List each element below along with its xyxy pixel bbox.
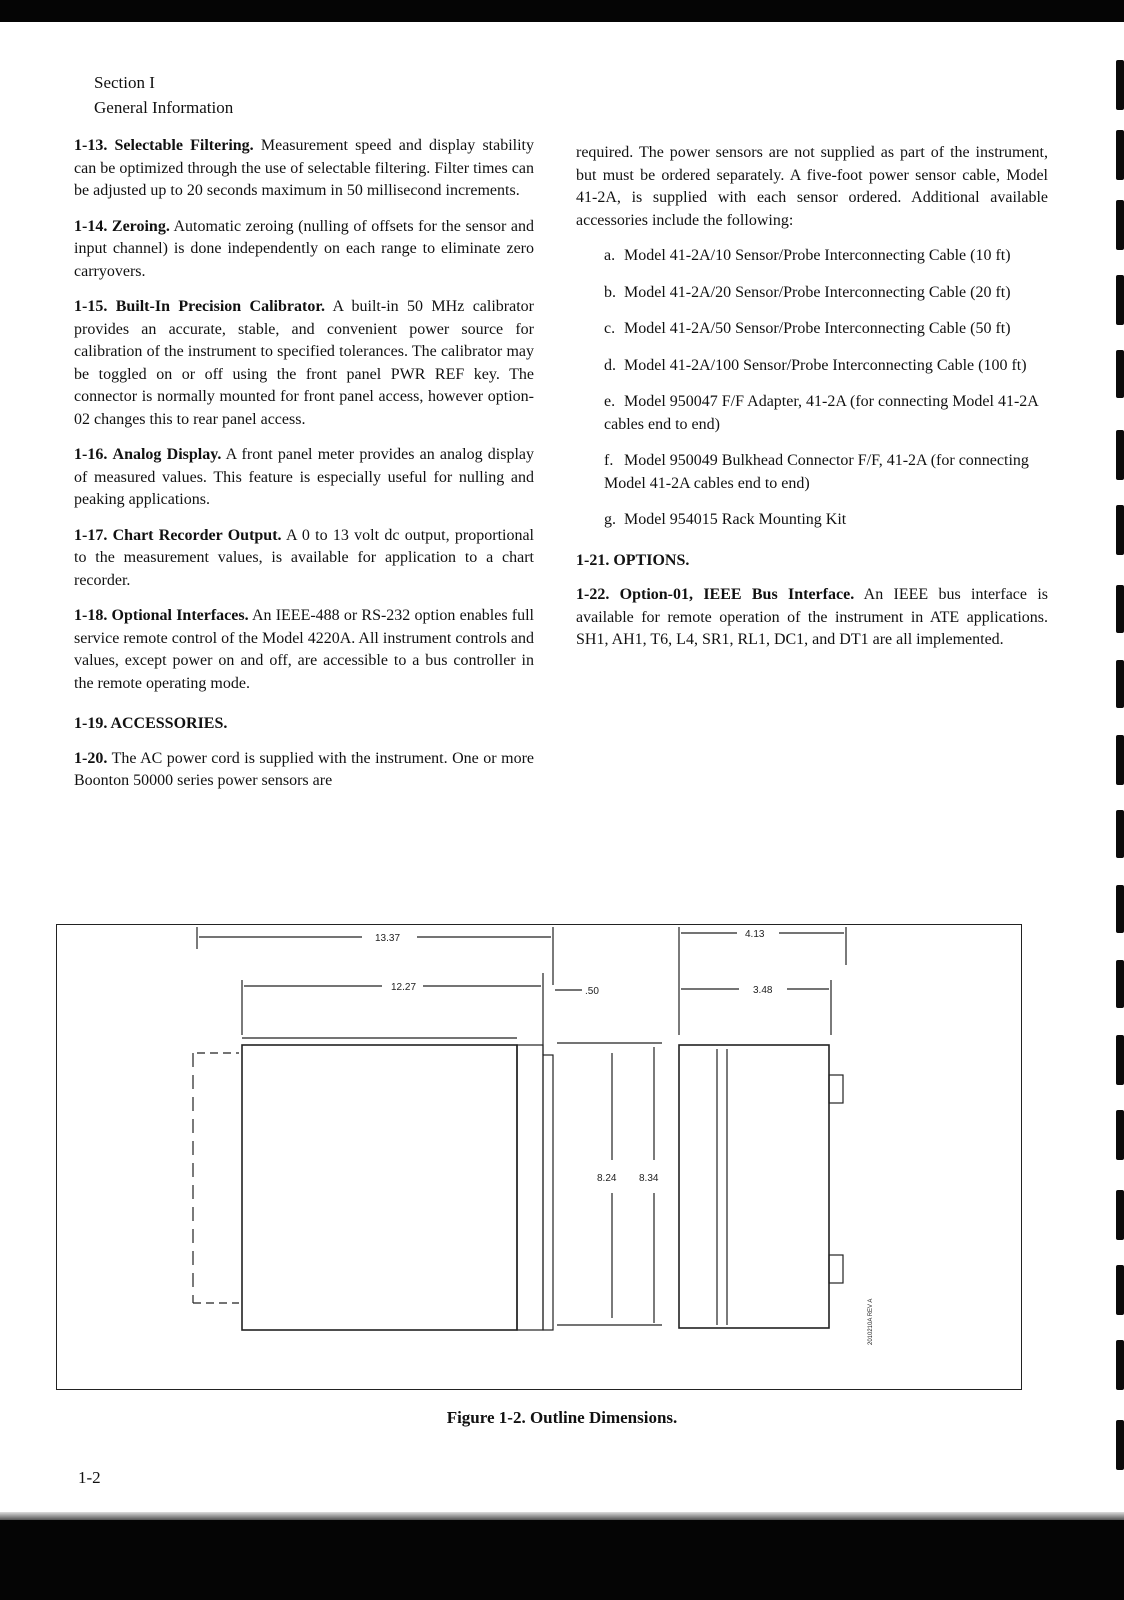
accessory-item <box>576 509 1048 532</box>
item-label: d. <box>604 356 616 374</box>
accessory-item <box>576 318 1048 341</box>
paragraph-title: Zeroing. <box>111 217 170 235</box>
item-text: Model 41-2A/20 Sensor/Probe Interconnecting Cable (20 ft) <box>624 283 1011 301</box>
paragraph-text: A 0 to 13 volt dc output, proportional to the measurement values, is available for application to a chart recorder. <box>74 526 534 589</box>
paragraph-text: An IEEE-488 or RS-232 option enables full service remote control of the Model 4220A. All instrument controls and values, except power on and off, are accessible to a bus controller in the remote operating mode. <box>74 607 534 692</box>
binding-mark <box>1116 60 1124 110</box>
paragraph-title: Built-In Precision Calibrator. <box>115 298 325 315</box>
paragraph-number: 1-14. <box>74 217 108 235</box>
item-text: Model 950047 F/F Adapter, 41-2A (for connecting Model 41-2A cables end to end) <box>604 393 1038 433</box>
binding-mark <box>1116 735 1124 785</box>
item-label: b. <box>604 283 616 301</box>
paragraph-title: Chart Recorder Output. <box>112 526 282 544</box>
section-subtitle: General Information <box>94 98 234 117</box>
scan-border-top <box>0 0 1124 22</box>
binding-mark <box>1116 130 1124 180</box>
binding-mark <box>1116 430 1124 480</box>
outline-drawing <box>57 925 1023 1391</box>
paragraph-number: 1-13. <box>74 137 108 154</box>
scan-shadow-bottom <box>0 1512 1124 1520</box>
paragraph-1-14 <box>74 216 534 284</box>
binding-mark <box>1116 1340 1124 1390</box>
item-text: Model 950049 Bulkhead Connector F/F, 41-2A (for connecting Model 41-2A cables end to end) <box>604 452 1029 492</box>
accessory-item <box>576 450 1048 495</box>
scan-border-bottom <box>0 1520 1124 1600</box>
item-text: Model 41-2A/50 Sensor/Probe Interconnecting Cable (50 ft) <box>624 320 1011 337</box>
drawing-code: 2010210A REV A <box>868 1298 874 1345</box>
binding-mark <box>1116 350 1124 398</box>
paragraph-1-18 <box>74 605 534 695</box>
front-bezel <box>517 1045 543 1330</box>
binding-mark <box>1116 1035 1124 1085</box>
dim-overall-width: 4.13 <box>745 929 765 940</box>
dim-body-width: 3.48 <box>753 985 773 996</box>
accessory-item <box>576 355 1048 378</box>
bezel-lip <box>543 1055 553 1330</box>
binding-mark <box>1116 660 1124 708</box>
item-label: a. <box>604 247 616 264</box>
paragraph-number: 1-22. <box>576 586 610 603</box>
mounting-foot <box>829 1075 843 1103</box>
paragraph-number: 1-16. <box>74 446 108 463</box>
paragraph-number: 1-15. <box>74 298 108 315</box>
accessory-item <box>576 282 1048 305</box>
paragraph-1-22 <box>576 584 1048 652</box>
binding-mark <box>1116 1110 1124 1160</box>
item-label: g. <box>604 511 616 528</box>
binding-mark <box>1116 1190 1124 1240</box>
dim-body-length: 12.27 <box>391 982 417 993</box>
binding-mark <box>1116 585 1124 633</box>
accessories-heading: 1-19. ACCESSORIES. <box>74 715 228 732</box>
figure-caption: Figure 1-2. Outline Dimensions. <box>446 1408 678 1427</box>
item-text: Model 954015 Rack Mounting Kit <box>624 511 847 528</box>
paragraph-1-15 <box>74 296 534 431</box>
item-text: Model 41-2A/10 Sensor/Probe Interconnecting Cable (10 ft) <box>624 247 1011 264</box>
paragraph-number: 1-17. <box>74 526 108 544</box>
paragraph-1-16 <box>74 444 534 512</box>
paragraph-number: 1-18. <box>74 607 108 624</box>
outline-dimensions-figure <box>56 924 1022 1390</box>
page-number: 1-2 <box>78 1468 101 1487</box>
paragraph-1-20 <box>74 748 534 793</box>
binding-mark <box>1116 505 1124 555</box>
item-label: c. <box>604 320 616 337</box>
binding-mark <box>1116 960 1124 1008</box>
binding-mark <box>1116 200 1124 250</box>
paragraph-text: A built-in 50 MHz calibrator provides an accurate, stable, and convenient power source for calibration of the instrument to specified tolerances. The calibrator may be toggled on or off using the front panel PWR REF key. The connector is normally mounted for front panel access, however option-02 changes this to rear panel access. <box>74 298 534 428</box>
paragraph-title: Option-01, IEEE Bus Interface. <box>619 586 855 603</box>
dim-bezel: .50 <box>585 986 599 997</box>
binding-mark <box>1116 885 1124 933</box>
accessory-item <box>576 391 1048 436</box>
paragraph-text: A front panel meter provides an analog display of measured values. This feature is especially useful for nulling and peaking applications. <box>74 446 534 508</box>
binding-mark <box>1116 275 1124 325</box>
paragraph-title: Optional Interfaces. <box>111 607 249 624</box>
accessory-item <box>576 245 1048 268</box>
paragraph-text: The AC power cord is supplied with the instrument. One or more Boonton 50000 series power sensors are <box>74 749 535 789</box>
mounting-foot <box>829 1255 843 1283</box>
right-column <box>576 142 1048 665</box>
paragraph-text: Measurement speed and display stability can be optimized through the use of selectable filtering. Filter times can be adjusted up to 20 seconds maximum in 50 millisecond increments. <box>74 137 534 199</box>
accessories-intro: required. The power sensors are not supplied as part of the instrument, but must be ordered separately. A five-foot power sensor cable, Model 41-2A, is supplied with each sensor ordered. Additional available accessories include the following: <box>576 144 1048 229</box>
dim-height-outer: 8.34 <box>639 1173 659 1184</box>
section-label: Section I <box>94 73 155 92</box>
dim-overall-length: 13.37 <box>375 933 401 944</box>
paragraph-1-13 <box>74 135 534 203</box>
front-panel <box>679 1045 829 1328</box>
binding-mark <box>1116 810 1124 858</box>
paragraph-text: Automatic zeroing (nulling of offsets for the sensor and input channel) is done independently on each range to eliminate zero carryovers. <box>74 217 534 280</box>
chassis-body <box>242 1045 517 1330</box>
left-column <box>74 135 534 806</box>
dim-height-inner: 8.24 <box>597 1173 617 1184</box>
binding-mark <box>1116 1265 1124 1315</box>
item-label: f. <box>604 452 614 469</box>
paragraph-title: Analog Display. <box>112 446 222 463</box>
item-label: e. <box>604 393 616 410</box>
paragraph-title: Selectable Filtering. <box>114 137 254 154</box>
paragraph-1-17 <box>74 525 534 593</box>
item-text: Model 41-2A/100 Sensor/Probe Interconnecting Cable (100 ft) <box>624 356 1027 374</box>
options-heading: 1-21. OPTIONS. <box>576 551 690 569</box>
paragraph-number: 1-20. <box>74 749 108 767</box>
paragraph-text: An IEEE bus interface is available for remote operation of the instrument in ATE applications. SH1, AH1, T6, L4, SR1, RL1, DC1, and DT1 are all implemented. <box>576 586 1049 648</box>
page-header <box>94 70 233 120</box>
